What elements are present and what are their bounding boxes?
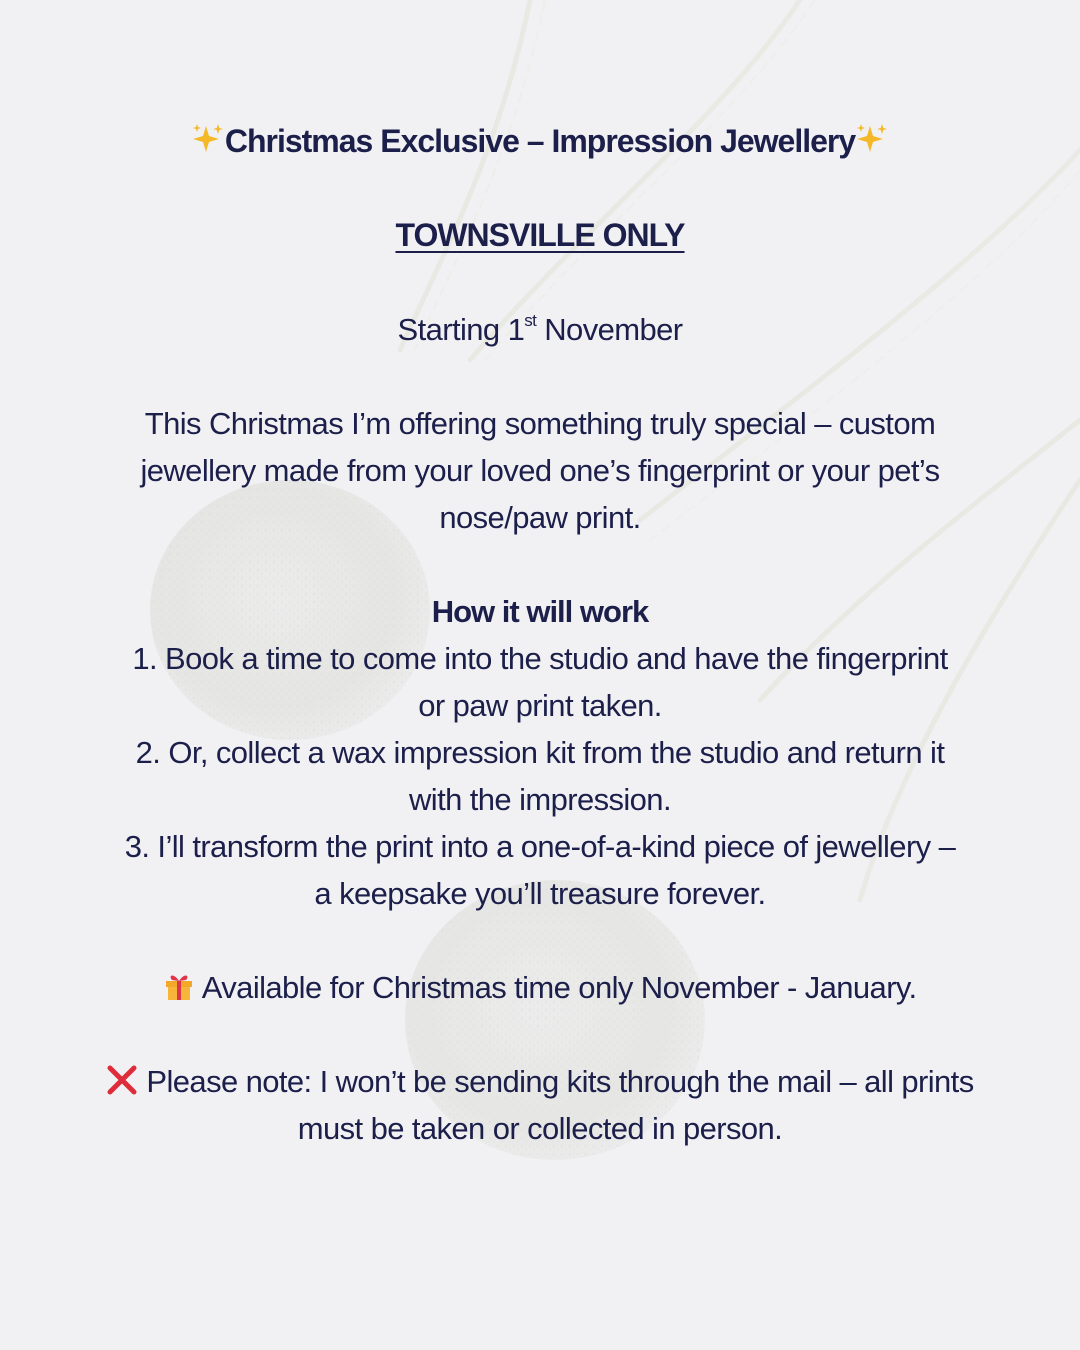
- gift-icon: [163, 968, 195, 1015]
- step-1-line: 1. Book a time to come into the studio and have the fingerprint: [132, 641, 948, 676]
- note-label: Please note: I won’t be sending kits through the mail – all prints: [138, 1064, 974, 1099]
- title-text: Christmas Exclusive – Impression Jewellery: [224, 123, 856, 159]
- step-2-line: with the impression.: [409, 782, 671, 817]
- start-date: [0, 306, 1080, 358]
- how-it-works-heading: How it will work: [431, 594, 649, 629]
- step-3-line: 3. I’ll transform the print into a one-of-a-kind piece of jewellery –: [124, 829, 956, 864]
- availability-label: Available for Christmas time only November - January.: [195, 970, 917, 1005]
- page-title: [0, 118, 1080, 168]
- step-1-line: or paw print taken.: [418, 688, 662, 723]
- start-date-prefix: Starting 1: [397, 312, 525, 347]
- note-text-line: [0, 1058, 1080, 1109]
- intro-text-line: This Christmas I’m offering something truly special – custom: [144, 406, 936, 441]
- cross-mark-icon: [106, 1062, 138, 1109]
- start-date-suffix: November: [536, 312, 683, 347]
- intro-text-line: jewellery made from your loved one’s fingerprint or your pet’s: [140, 453, 940, 488]
- location-subtitle: TOWNSVILLE ONLY: [395, 217, 685, 253]
- availability-text: [0, 964, 1080, 1015]
- sparkles-icon: [191, 122, 225, 168]
- start-date-ordinal: st: [524, 311, 537, 330]
- step-3-line: a keepsake you’ll treasure forever.: [314, 876, 766, 911]
- intro-text-line: nose/paw print.: [439, 500, 641, 535]
- sparkles-icon: [855, 122, 889, 168]
- step-2-line: 2. Or, collect a wax impression kit from the studio and return it: [135, 735, 945, 770]
- note-text-line: must be taken or collected in person.: [297, 1111, 783, 1146]
